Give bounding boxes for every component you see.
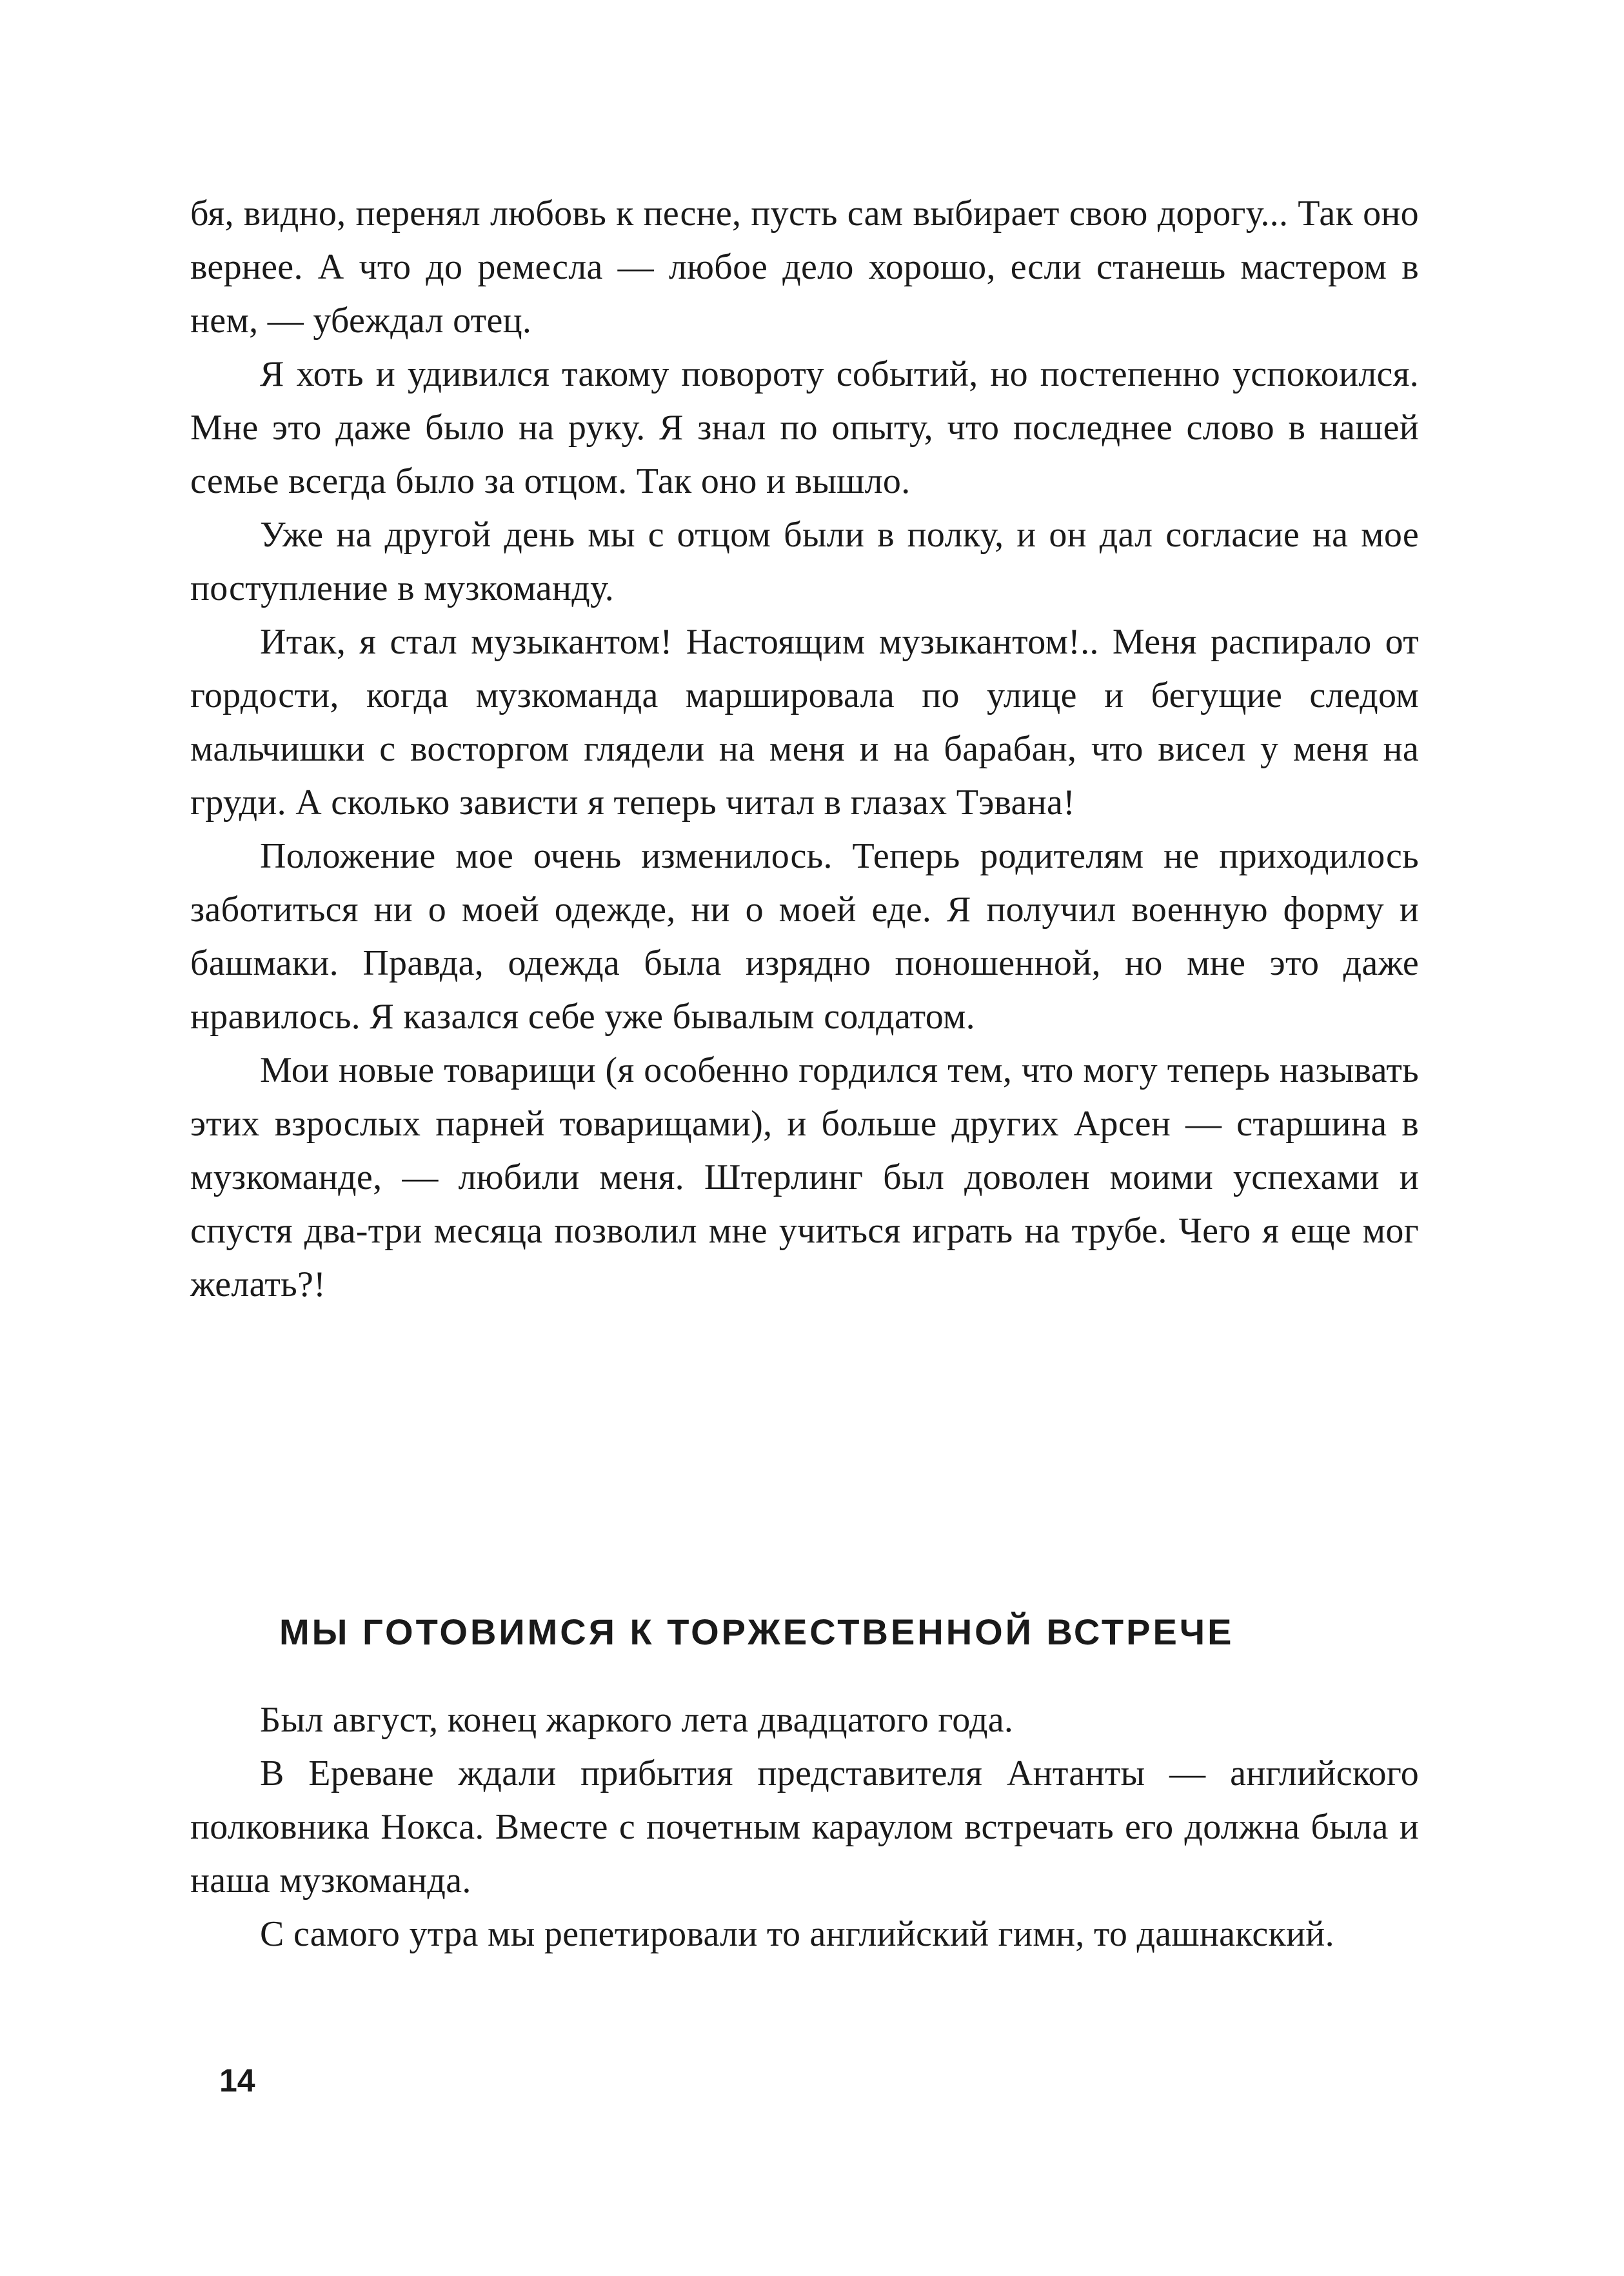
paragraph: Я хоть и удивился такому повороту событий, но постепенно успокоился. Мне это даже было на руку. Я знал по опыту, что последнее слово в нашей семье всегда было за отцом. Так оно и вышло.: [190, 354, 1419, 501]
paragraph: Уже на другой день мы с отцом были в полку, и он дал согласие на мое поступление в музкоманду.: [190, 515, 1419, 608]
section-one-text: [190, 187, 1419, 1312]
chapter-heading: МЫ ГОТОВИМСЯ К ТОРЖЕСТВЕННОЙ ВСТРЕЧЕ: [279, 1612, 1234, 1652]
paragraph: В Ереване ждали прибытия представителя Антанты — английского полковника Нокса. Вместе с почетным караулом встречать его должна была и наша музкоманда.: [190, 1753, 1419, 1901]
paragraph: бя, видно, перенял любовь к песне, пусть сам выбирает свою дорогу... Так оно вернее. А что до ремесла — любое дело хорошо, если станешь мастером в нем, — убеждал отец.: [190, 194, 1419, 341]
paragraph: Был август, конец жаркого лета двадцатого года.: [260, 1700, 1014, 1740]
paragraph: Мои новые товарищи (я особенно гордился тем, что могу теперь называть этих взрослых парней товарищами), и больше других Арсен — старшина в музкоманде, — любили меня. Штерлинг был доволен моими успехами и спустя два-три месяца позволил мне учиться играть на трубе. Чего я еще мог желать?!: [190, 1050, 1419, 1304]
page-number: 14: [219, 2062, 255, 2099]
section-two-text: [190, 1693, 1419, 1961]
paragraph: Положение мое очень изменилось. Теперь родителям не приходилось заботиться ни о моей одежде, ни о моей еде. Я получил военную форму и башмаки. Правда, одежда была изрядно поношенной, но мне это даже нравилось. Я казался себе уже бывалым солдатом.: [190, 836, 1419, 1037]
paragraph: С самого утра мы репетировали то английский гимн, то дашнакский.: [260, 1914, 1334, 1954]
paragraph: Итак, я стал музыкантом! Настоящим музыкантом!.. Меня распирало от гордости, когда музкоманда маршировала по улице и бегущие следом мальчишки с восторгом глядели на меня и на барабан, что висел у меня на груди. А сколько зависти я теперь читал в глазах Тэвана!: [190, 622, 1419, 823]
